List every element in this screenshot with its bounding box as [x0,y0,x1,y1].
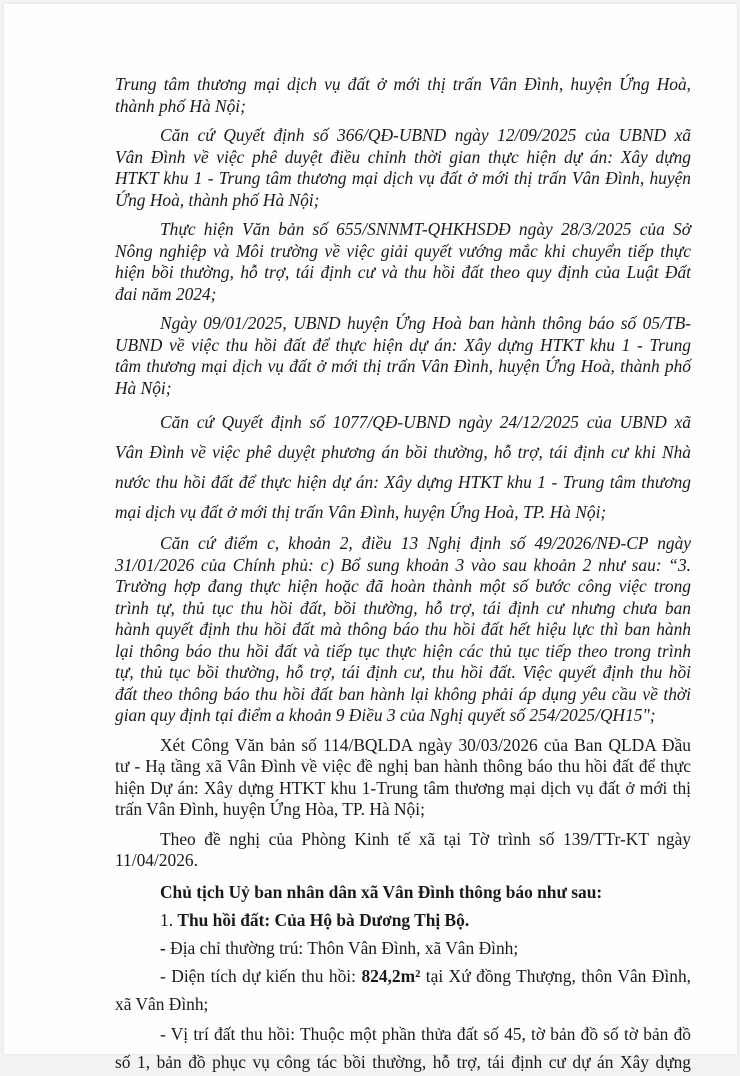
item-number: 1. [160,909,178,930]
text-line: Ngày 09/01/2025, UBND huyện Ứng Hoà ban hành thông báo số 05/TB- [160,313,691,333]
text-line: Trường hợp đang thực hiện hoặc đã hoàn thành một số bước công việc trong [115,576,691,596]
paragraph-notice-05 [115,313,691,399]
text-line: HTKT khu 1 - Trung tâm thương mại dịch vụ đất ở mới thị trấn Vân Đình, huyện [115,168,691,188]
location-line: số 1, bản đồ phục vụ công tác bồi thường, hỗ trợ, tái định cư dự án Xây dựng [115,1051,691,1072]
item-1-title [115,906,691,934]
text-line: thành phố Hà Nội; [115,95,246,116]
location-line: - Vị trí đất thu hồi: Thuộc một phần thửa đất số 45, tờ bản đồ số tờ bản đồ [160,1023,691,1044]
text-line: Thực hiện Văn bản số 655/SNNMT-QHKHSDĐ ngày 28/3/2025 của Sở [160,219,691,239]
text-line: Vân Đình về việc phê duyệt điều chỉnh thời gian thực hiện dự án: Xây dựng [115,146,691,167]
item-1-location [115,1020,691,1076]
paragraph-decision-366 [115,125,691,211]
text-line: tư - Hạ tầng xã Vân Đình về việc đề nghị ban hành thông báo thu hồi đất để thực [115,756,691,776]
text-line: Hà Nội; [115,377,172,398]
item-1-address [115,934,691,962]
text-line: Theo đề nghị của Phòng Kinh tế xã tại Tờ trình số 139/TTr-KT ngày [160,828,691,849]
text-line: trình tự, thủ tục thu hồi đất, bồi thường, hỗ trợ, tái định cư nhưng chưa ban [115,597,691,618]
area-location: tại Xứ đồng Thượng, thôn Vân Đình, [420,965,691,986]
text-line: Ứng Hoà, thành phố Hà Nội; [115,189,320,210]
text-line: hiện bồi thường, hỗ trợ, tái định cư và thu hồi đất theo quy định của Luật Đất [115,262,691,282]
paragraph-decision-1077 [115,407,691,527]
text-line: trấn Vân Đình, huyện Ứng Hòa, TP. Hà Nội; [115,799,425,819]
paragraph-decree-49 [115,533,691,727]
text-line: Căn cứ Quyết định số 366/QĐ-UBND ngày 12/09/2025 của UBND xã [160,125,691,145]
text-line: 11/04/2026. [115,850,198,870]
text-line: nước thu hồi đất để thực hiện dự án: Xây dựng HTKT khu 1 - Trung tâm thương [115,472,691,492]
text-line: Căn cứ Quyết định số 1077/QĐ-UBND ngày 24/12/2025 của UBND xã [160,412,691,432]
text-line: đai năm 2024; [115,283,217,304]
text-line: mại dịch vụ đất ở mới thị trấn Vân Đình, huyện Ứng Hoà, TP. Hà Nội; [115,502,607,522]
text-line: Căn cứ điểm c, khoản 2, điều 13 Nghị định số 49/2026/NĐ-CP ngày [160,533,691,553]
document-body [115,74,691,1076]
text-line: Nông nghiệp và Môi trường về việc giải quyết vướng mắc khi chuyển tiếp thực [115,240,691,261]
text-line: tự, thủ tục bồi thường, hỗ trợ, tái định cư, thu hồi đất. Việc quyết định thu hồi [115,662,691,682]
text-line: đất theo thông báo thu hồi đất ban hành lại không phải áp dụng yêu cầu về thời [115,683,691,704]
text-line: Trung tâm thương mại dịch vụ đất ở mới thị trấn Vân Đình, huyện Ứng Hoà, [115,74,691,94]
item-title: Thu hồi đất: Của Hộ bà Dương Thị Bộ. [177,909,470,930]
text-line: hiện Dự án: Xây dựng HTKT khu 1-Trung tâm thương mại dịch vụ đất ở mới thị [115,777,691,798]
item-1-area [115,962,691,1018]
announcement-heading: Chủ tịch Uỷ ban nhân dân xã Vân Đình thông báo như sau: [160,881,603,902]
area-label: - Diện tích dự kiến thu hồi: [160,965,362,986]
address-text: Địa chỉ thường trú: Thôn Vân Đình, xã Vân Đình; [170,937,519,958]
text-line: 31/01/2026 của Chính phủ: c) Bổ sung khoản 3 vào sau khoản 2 như sau: “3. [115,554,691,575]
text-line: hành quyết định thu hồi đất mà thông báo thu hồi đất hết hiệu lực thì ban hành [115,619,691,639]
text-line: gian quy định tại điểm a khoản 9 Điều 3 của Nghị quyết số 254/2025/QH15"; [115,705,656,725]
bullet-dash: - [160,937,171,958]
text-line: Vân Đình về việc phê duyệt phương án bồi thường, hỗ trợ, tái định cư khi Nhà [115,442,691,462]
area-line-continued: xã Vân Đình; [115,993,209,1014]
text-line: lại thông báo thu hồi đất và tiếp tục thực hiện các thủ tục tiếp theo trong trình [115,640,691,661]
area-line [115,962,691,990]
document-page [4,4,737,1072]
area-value: 824,2m² [361,965,421,986]
text-line: tâm thương mại dịch vụ đất ở mới thị trấn Vân Đình, huyện Ứng Hoà, thành phố [115,356,691,376]
paragraph-proposal-139 [115,829,691,872]
paragraph-official-letter-114 [115,735,691,821]
text-line: UBND về việc thu hồi đất để thực hiện dự án: Xây dựng HTKT khu 1 - Trung [115,334,691,355]
text-line: Xét Công Văn bản số 114/BQLDA ngày 30/03/2026 của Ban QLDA Đầu [160,734,691,755]
paragraph-continuation [115,74,691,117]
paragraph-document-655 [115,219,691,305]
